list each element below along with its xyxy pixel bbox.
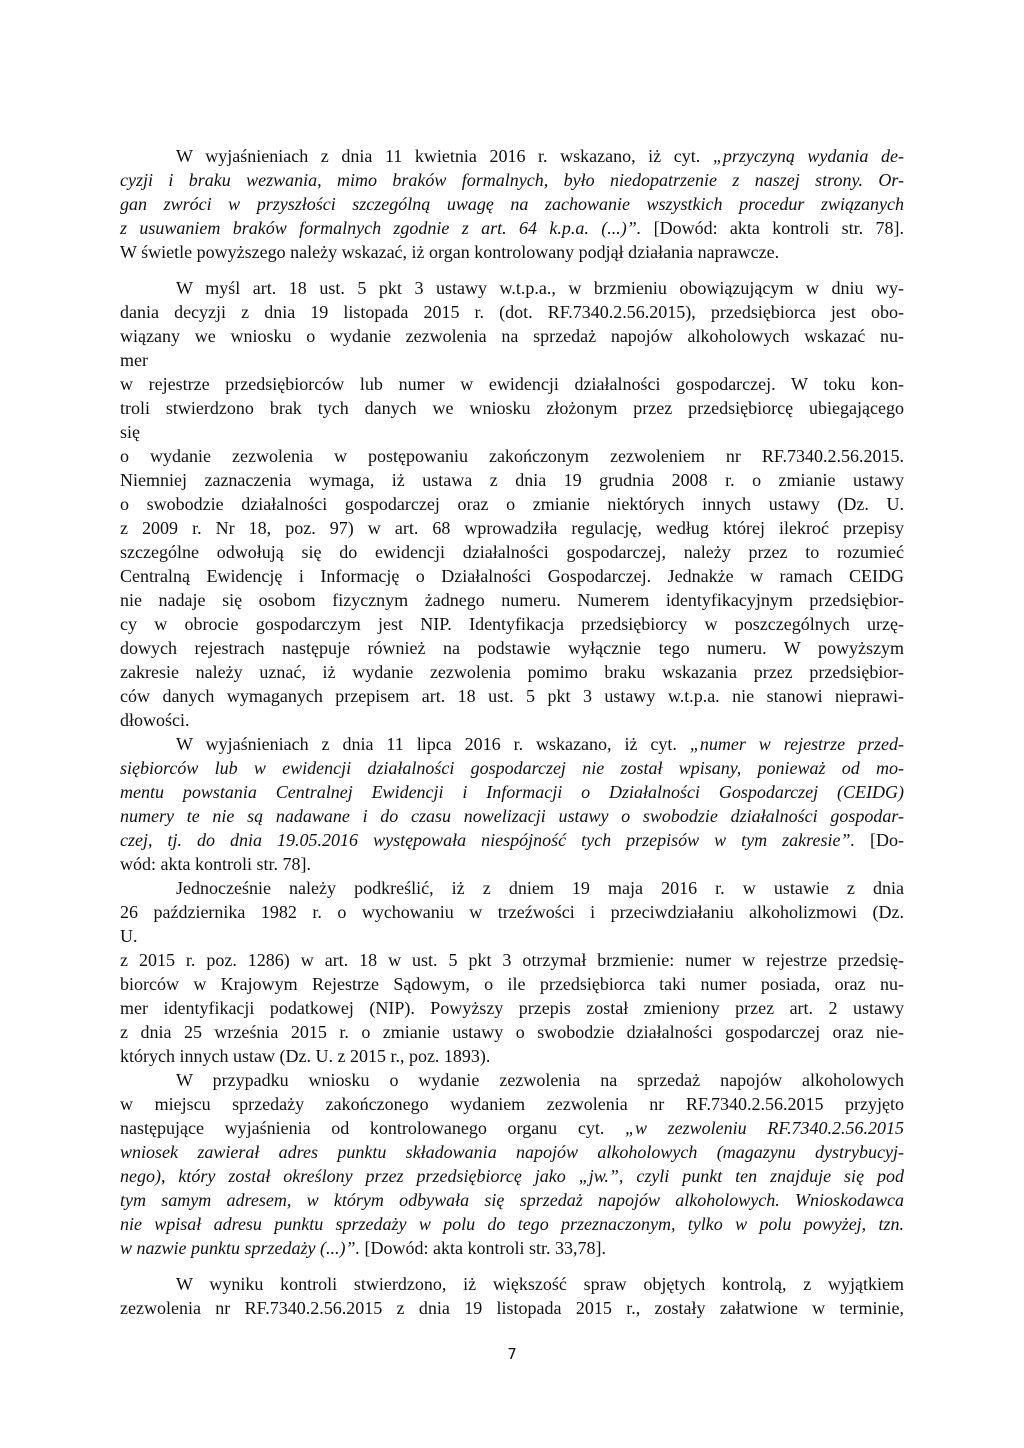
italic-quote-text: „w zezwoleniu RF.7340.2.56.2015 (625, 1118, 904, 1138)
text-line (120, 1140, 904, 1164)
line-text: mer (120, 350, 148, 370)
line-text: w miejscu sprzedaży zakończonego wydaniem zezwolenia nr RF.7340.2.56.2015 przyjęto (120, 1094, 904, 1114)
text-line (176, 276, 904, 300)
text-line (120, 348, 904, 372)
line-text: dania decyzji z dnia 19 listopada 2015 r. (dot. RF.7340.2.56.2015), przedsiębiorca jest obo- (120, 302, 904, 322)
line-text: dłowości. (120, 710, 190, 730)
italic-quote-text: z usuwaniem braków formalnych zgodnie z art. 64 k.p.a. (...)”. (120, 218, 642, 238)
text-line (120, 216, 904, 240)
italic-quote-text: nego), który został określony przez przedsiębiorcę jako „jw.”, czyli punkt ten znajduje się pod (120, 1166, 904, 1186)
text-line (120, 804, 904, 828)
line-text: dowych rejestrach następuje również na podstawie wyłącznie tego numeru. W powyższym (120, 638, 904, 658)
line-text: Niemniej zaznaczenia wymaga, iż ustawa z dnia 19 grudnia 2008 r. o zmianie ustawy (120, 470, 904, 490)
text-line (120, 1164, 904, 1188)
text-line (120, 924, 904, 948)
italic-quote-text: nie wpisał adresu punktu sprzedaży w polu do tego przeznaczonym, tylko w polu powyżej, tzn. (120, 1214, 904, 1234)
italic-quote-text: „numer w rejestrze przed- (689, 734, 905, 754)
text-line (120, 1044, 904, 1068)
line-text: zakresie należy uznać, iż wydanie zezwolenia pomimo braku wskazania przez przedsiębior- (120, 662, 904, 682)
italic-quote-text: gan zwróci w przyszłości szczególną uwagę na zachowanie wszystkich procedur związanych (120, 194, 904, 214)
text-line (120, 192, 904, 216)
text-line (120, 420, 904, 444)
italic-quote-text: wniosek zawierał adres punktu składowania napojów alkoholowych (magazynu dystrybucyj- (120, 1142, 904, 1162)
text-line (120, 636, 904, 660)
text-line (120, 756, 904, 780)
text-line (120, 372, 904, 396)
line-text: W wyjaśnieniach z dnia 11 lipca 2016 r. wskazano, iż cyt. (176, 734, 690, 754)
line-text: W przypadku wniosku o wydanie zezwolenia na sprzedaż napojów alkoholowych (176, 1070, 904, 1090)
text-line (120, 948, 904, 972)
text-line (120, 492, 904, 516)
line-text: biorców w Krajowym Rejestrze Sądowym, o ile przedsiębiorca taki numer posiada, oraz nu- (120, 974, 904, 994)
line-text: Jednocześnie należy podkreślić, iż z dniem 19 maja 2016 r. w ustawie z dnia (176, 878, 904, 898)
line-text: z dnia 25 września 2015 r. o zmianie ustawy o swobodzie działalności gospodarczej oraz nie- (120, 1022, 904, 1042)
text-line (176, 732, 904, 756)
line-text: U. (120, 926, 138, 946)
italic-quote-text: siębiorców lub w ewidencji działalności gospodarczej nie został wpisany, ponieważ od mo- (120, 758, 904, 778)
line-text: troli stwierdzono brak tych danych we wniosku złożonym przez przedsiębiorcę ubiegającego (120, 398, 904, 418)
text-line (120, 540, 904, 564)
text-line (120, 660, 904, 684)
text-line (120, 708, 904, 732)
line-text: wód: akta kontroli str. 78]. (120, 854, 311, 874)
italic-quote-text: „przyczyną wydania de- (712, 146, 904, 166)
line-text: szczególne odwołują się do ewidencji działalności gospodarczej, należy przez to rozumieć (120, 542, 904, 562)
line-text: nie nadaje się osobom fizycznym żadnego numeru. Numerem identyfikacyjnym przedsiębior- (120, 590, 904, 610)
text-line (120, 300, 904, 324)
line-text: o wydanie zezwolenia w postępowaniu zakończonym zezwoleniem nr RF.7340.2.56.2015. (120, 446, 904, 466)
line-text: których innych ustaw (Dz. U. z 2015 r., poz. 1893). (120, 1046, 491, 1066)
italic-quote-text: mentu powstania Centralnej Ewidencji i Informacji o Działalności Gospodarczej (CEIDG) (120, 782, 904, 802)
line-text: z 2015 r. poz. 1286) w art. 18 w ust. 5 pkt 3 otrzymał brzmienie: numer w rejestrze przedsię- (120, 950, 904, 970)
text-line (120, 972, 904, 996)
text-line (120, 396, 904, 420)
line-text: się (120, 422, 140, 442)
italic-quote-text: czej, tj. do dnia 19.05.2016 występowała niespójność tych przepisów w tym zakresie”. (120, 830, 855, 850)
line-text: [Dowód: akta kontroli str. 78]. (641, 218, 904, 238)
text-line (120, 588, 904, 612)
text-line (120, 684, 904, 708)
text-line (120, 324, 904, 348)
line-text: 26 października 1982 r. o wychowaniu w trzeźwości i przeciwdziałaniu alkoholizmowi (Dz. (120, 902, 904, 922)
text-line (120, 900, 904, 924)
text-line (120, 1236, 904, 1260)
text-line (176, 1068, 904, 1092)
line-text: mer identyfikacji podatkowej (NIP). Powyższy przepis został zmieniony przez art. 2 ustawy (120, 998, 904, 1018)
text-line (120, 1092, 904, 1116)
line-text: następujące wyjaśnienia od kontrolowanego organu cyt. (120, 1118, 625, 1138)
line-text: zezwolenia nr RF.7340.2.56.2015 z dnia 19 listopada 2015 r., zostały załatwione w terminie, (120, 1298, 904, 1318)
italic-quote-text: tym samym adresem, w którym odbywała się sprzedaż napojów alkoholowych. Wnioskodawca (120, 1190, 904, 1210)
line-text: W wyjaśnieniach z dnia 11 kwietnia 2016 r. wskazano, iż cyt. (176, 146, 713, 166)
line-text: wiązany we wniosku o wydanie zezwolenia na sprzedaż napojów alkoholowych wskazać nu- (120, 326, 904, 346)
line-text: W wyniku kontroli stwierdzono, iż większość spraw objętych kontrolą, z wyjątkiem (176, 1274, 904, 1294)
text-line (120, 1020, 904, 1044)
line-text: [Dowód: akta kontroli str. 33,78]. (360, 1238, 606, 1258)
text-line (120, 780, 904, 804)
text-line (120, 468, 904, 492)
line-text: [Do- (854, 830, 904, 850)
text-line (120, 1188, 904, 1212)
text-line (120, 996, 904, 1020)
text-line (120, 1212, 904, 1236)
text-line (176, 876, 904, 900)
text-line (120, 168, 904, 192)
text-line (176, 144, 904, 168)
text-line (120, 828, 904, 852)
text-line (120, 1296, 904, 1320)
text-line (120, 612, 904, 636)
line-text: Centralną Ewidencję i Informację o Działalności Gospodarczej. Jednakże w ramach CEIDG (120, 566, 904, 586)
line-text: o swobodzie działalności gospodarczej oraz o zmianie niektórych innych ustawy (Dz. U. (120, 494, 904, 514)
line-text: z 2009 r. Nr 18, poz. 97) w art. 68 wprowadziła regulację, według której ilekroć przepisy (120, 518, 904, 538)
text-line (120, 516, 904, 540)
line-text: W myśl art. 18 ust. 5 pkt 3 ustawy w.t.p.a., w brzmieniu obowiązującym w dniu wy- (176, 278, 904, 298)
italic-quote-text: cyzji i braku wezwania, mimo braków formalnych, było niedopatrzenie z naszej strony. Or- (120, 170, 904, 190)
text-line (120, 852, 904, 876)
text-line (120, 564, 904, 588)
text-line (176, 1272, 904, 1296)
line-text: ców danych wymaganych przepisem art. 18 ust. 5 pkt 3 ustawy w.t.p.a. nie stanowi nieprawi- (120, 686, 904, 706)
line-text: w rejestrze przedsiębiorców lub numer w ewidencji działalności gospodarczej. W toku kon- (120, 374, 904, 394)
line-text: W świetle powyższego należy wskazać, iż organ kontrolowany podjął działania naprawcze. (120, 242, 780, 262)
line-text: cy w obrocie gospodarczym jest NIP. Identyfikacja przedsiębiorcy w poszczególnych urzę- (120, 614, 904, 634)
italic-quote-text: w nazwie punktu sprzedaży (...)”. (120, 1238, 360, 1258)
text-line (120, 240, 904, 264)
page-number: 7 (507, 1345, 517, 1363)
italic-quote-text: numery te nie są nadawane i do czasu nowelizacji ustawy o swobodzie działalności gospodar- (120, 806, 904, 826)
text-line (120, 1116, 904, 1140)
text-line (120, 444, 904, 468)
